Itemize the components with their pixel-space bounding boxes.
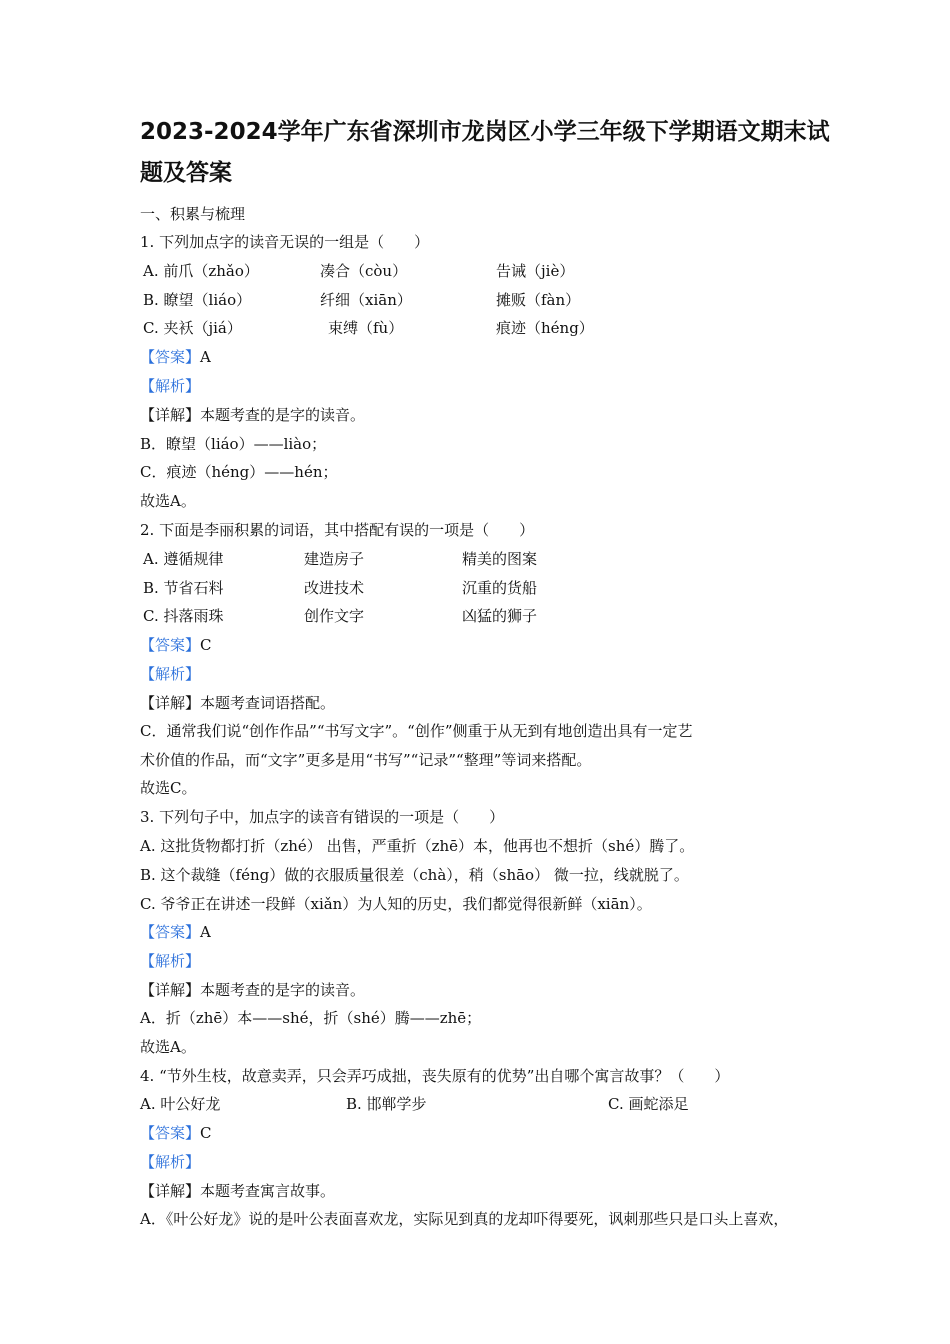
q2-c1: C. 抖落雨珠 (143, 607, 224, 625)
q1-stem: 1. 下列加点字的读音无误的一组是（ ） (140, 233, 430, 251)
answer-value: A (200, 923, 211, 941)
q2-analysis-tag: 【解析】 (140, 665, 201, 683)
q1-b2: 纤细（xiān） (320, 291, 412, 309)
q4-stem: 4. “节外生枝，故意卖弄，只会弄巧成拙，丧失原有的优势”出自哪个寓言故事？（ ） (140, 1067, 730, 1085)
q4-options (140, 1092, 840, 1116)
q1-option-c (140, 316, 840, 340)
q2-a3: 精美的图案 (462, 550, 538, 568)
q3-analysis-tag: 【解析】 (140, 952, 201, 970)
answer-tag: 【答案】 (140, 923, 201, 941)
q4-option-c: C. 画蛇添足 (608, 1095, 689, 1113)
q3-explanation-1: A．折（zhē）本——shé，折（shé）腾——zhē； (140, 1009, 482, 1027)
q1-c3: 痕迹（héng） (496, 319, 594, 337)
answer-value: C (200, 1124, 212, 1142)
q2-option-b (140, 576, 840, 600)
q1-b1: B. 瞭望（liáo） (143, 291, 252, 309)
q2-option-c (140, 604, 840, 628)
q1-a2: 凑合（còu） (320, 262, 408, 280)
q1-explanation-2: C．痕迹（héng）——hén； (140, 463, 338, 481)
answer-tag: 【答案】 (140, 1124, 201, 1142)
q3-detail: 【详解】本题考查的是字的读音。 (140, 981, 366, 999)
q2-b1: B. 节省石料 (143, 579, 224, 597)
q4-option-b: B. 邯郸学步 (346, 1095, 427, 1113)
q4-explanation-1: A．《叶公好龙》说的是叶公表面喜欢龙，实际见到真的龙却吓得要死，讽刺那些只是口头上喜欢， (140, 1210, 789, 1228)
q3-option-b: B. 这个裁缝（féng）做的衣服质量很差（chà），稍（shāo） 微一拉，线就脱了。 (140, 866, 689, 884)
document-title: 2023-2024学年广东省深圳市龙岗区小学三年级下学期语文期末试题及答案 (140, 119, 830, 186)
q4-option-a: A. 叶公好龙 (140, 1095, 221, 1113)
section-heading: 一、积累与梳理 (140, 205, 246, 223)
answer-tag: 【答案】 (140, 636, 201, 654)
q3-option-a: A. 这批货物都打折（zhé） 出售，严重折（zhē）本，他再也不想折（shé）腾了。 (140, 837, 695, 855)
q1-a1: A. 前爪（zhǎo） (143, 262, 259, 280)
q1-option-a (140, 259, 840, 283)
q2-stem: 2. 下面是李丽积累的词语，其中搭配有误的一项是（ ） (140, 521, 535, 539)
q1-answer (140, 345, 211, 369)
q2-answer (140, 633, 212, 657)
q1-conclusion: 故选A。 (140, 492, 196, 510)
q3-option-c: C. 爷爷正在讲述一段鲜（xiǎn）为人知的历史，我们都觉得很新鲜（xiān）。 (140, 895, 652, 913)
q1-b3: 摊贩（fàn） (496, 291, 581, 309)
q2-conclusion: 故选C。 (140, 779, 197, 797)
q1-c1: C. 夹袄（jiá） (143, 319, 242, 337)
answer-tag: 【答案】 (140, 348, 201, 366)
q2-b2: 改进技术 (304, 579, 365, 597)
q1-option-b (140, 288, 840, 312)
q1-a3: 告诫（jiè） (496, 262, 575, 280)
q2-b3: 沉重的货船 (462, 579, 538, 597)
q1-analysis-tag: 【解析】 (140, 377, 201, 395)
q3-answer (140, 920, 211, 944)
q2-c2: 创作文字 (304, 607, 365, 625)
q2-a1: A. 遵循规律 (143, 550, 224, 568)
q3-stem: 3. 下列句子中，加点字的读音有错误的一项是（ ） (140, 808, 505, 826)
answer-value: C (200, 636, 212, 654)
q4-analysis-tag: 【解析】 (140, 1153, 201, 1171)
q1-c2: 束缚（fù） (328, 319, 404, 337)
q2-option-a (140, 547, 840, 571)
q2-explanation-1: C．通常我们说“创作作品”“书写文字”。“创作”侧重于从无到有地创造出具有一定艺 (140, 722, 693, 740)
answer-value: A (200, 348, 211, 366)
q4-detail: 【详解】本题考查寓言故事。 (140, 1182, 336, 1200)
q1-explanation-1: B．瞭望（liáo）——liào； (140, 435, 327, 453)
q1-detail: 【详解】本题考查的是字的读音。 (140, 406, 366, 424)
q3-conclusion: 故选A。 (140, 1038, 196, 1056)
q2-detail: 【详解】本题考查词语搭配。 (140, 694, 336, 712)
q2-c3: 凶猛的狮子 (462, 607, 538, 625)
q2-a2: 建造房子 (304, 550, 365, 568)
q2-explanation-2: 术价值的作品，而“文字”更多是用“书写”“记录”“整理”等词来搭配。 (140, 751, 592, 769)
q4-answer (140, 1121, 212, 1145)
